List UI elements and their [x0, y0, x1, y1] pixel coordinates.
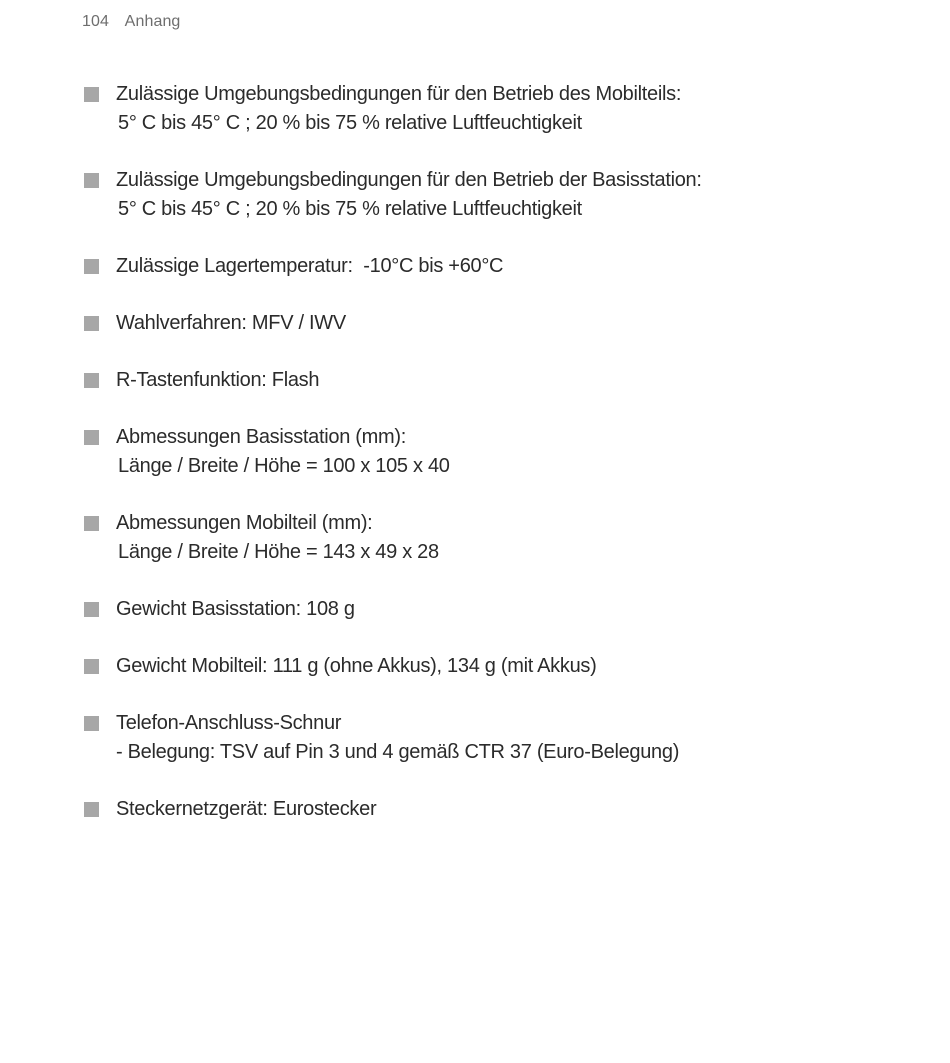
spec-item-dimensions-handset: [82, 509, 902, 567]
section-title: Anhang: [124, 13, 181, 30]
spec-item-phone-cord: [82, 709, 902, 767]
spec-item-r-key-function: [82, 366, 902, 395]
spec-line: Zulässige Umgebungsbedingungen für den Betrieb der Basisstation:: [116, 169, 702, 191]
square-bullet-icon: [84, 659, 99, 674]
square-bullet-icon: [84, 373, 99, 388]
square-bullet-icon: [84, 802, 99, 817]
spec-line: 5° C bis 45° C ; 20 % bis 75 % relative Luftfeuchtigkeit: [118, 112, 582, 134]
spec-item-operating-conditions-handset: [82, 80, 902, 138]
spec-line: Steckernetzgerät: Eurostecker: [116, 798, 377, 820]
spec-line: R-Tastenfunktion: Flash: [116, 369, 320, 391]
square-bullet-icon: [84, 259, 99, 274]
spec-line: 5° C bis 45° C ; 20 % bis 75 % relative Luftfeuchtigkeit: [118, 198, 582, 220]
spec-item-weight-handset: [82, 652, 902, 681]
page-header: [82, 13, 180, 31]
spec-line: - Belegung: TSV auf Pin 3 und 4 gemäß CTR 37 (Euro-Belegung): [116, 741, 680, 763]
spec-line: Zulässige Umgebungsbedingungen für den Betrieb des Mobilteils:: [116, 83, 682, 105]
spec-item-operating-conditions-base: [82, 166, 902, 224]
square-bullet-icon: [84, 87, 99, 102]
square-bullet-icon: [84, 173, 99, 188]
square-bullet-icon: [84, 430, 99, 445]
spec-line: Länge / Breite / Höhe = 143 x 49 x 28: [118, 541, 439, 563]
spec-item-dimensions-base: [82, 423, 902, 481]
square-bullet-icon: [84, 316, 99, 331]
spec-line: Wahlverfahren: MFV / IWV: [116, 312, 346, 334]
spec-line: Zulässige Lagertemperatur: -10°C bis +60°C: [116, 255, 504, 277]
spec-item-storage-temperature: [82, 252, 902, 281]
spec-list: [82, 80, 902, 852]
page-number: 104: [82, 13, 109, 30]
square-bullet-icon: [84, 516, 99, 531]
spec-line: Abmessungen Mobilteil (mm):: [116, 512, 373, 534]
spec-line: Länge / Breite / Höhe = 100 x 105 x 40: [118, 455, 450, 477]
spec-line: Gewicht Mobilteil: 111 g (ohne Akkus), 134 g (mit Akkus): [116, 655, 597, 677]
spec-line: Abmessungen Basisstation (mm):: [116, 426, 407, 448]
spec-item-weight-base: [82, 595, 902, 624]
square-bullet-icon: [84, 602, 99, 617]
spec-line: Gewicht Basisstation: 108 g: [116, 598, 355, 620]
spec-item-power-adapter: [82, 795, 902, 824]
square-bullet-icon: [84, 716, 99, 731]
spec-line: Telefon-Anschluss-Schnur: [116, 712, 342, 734]
spec-item-dialing-method: [82, 309, 902, 338]
